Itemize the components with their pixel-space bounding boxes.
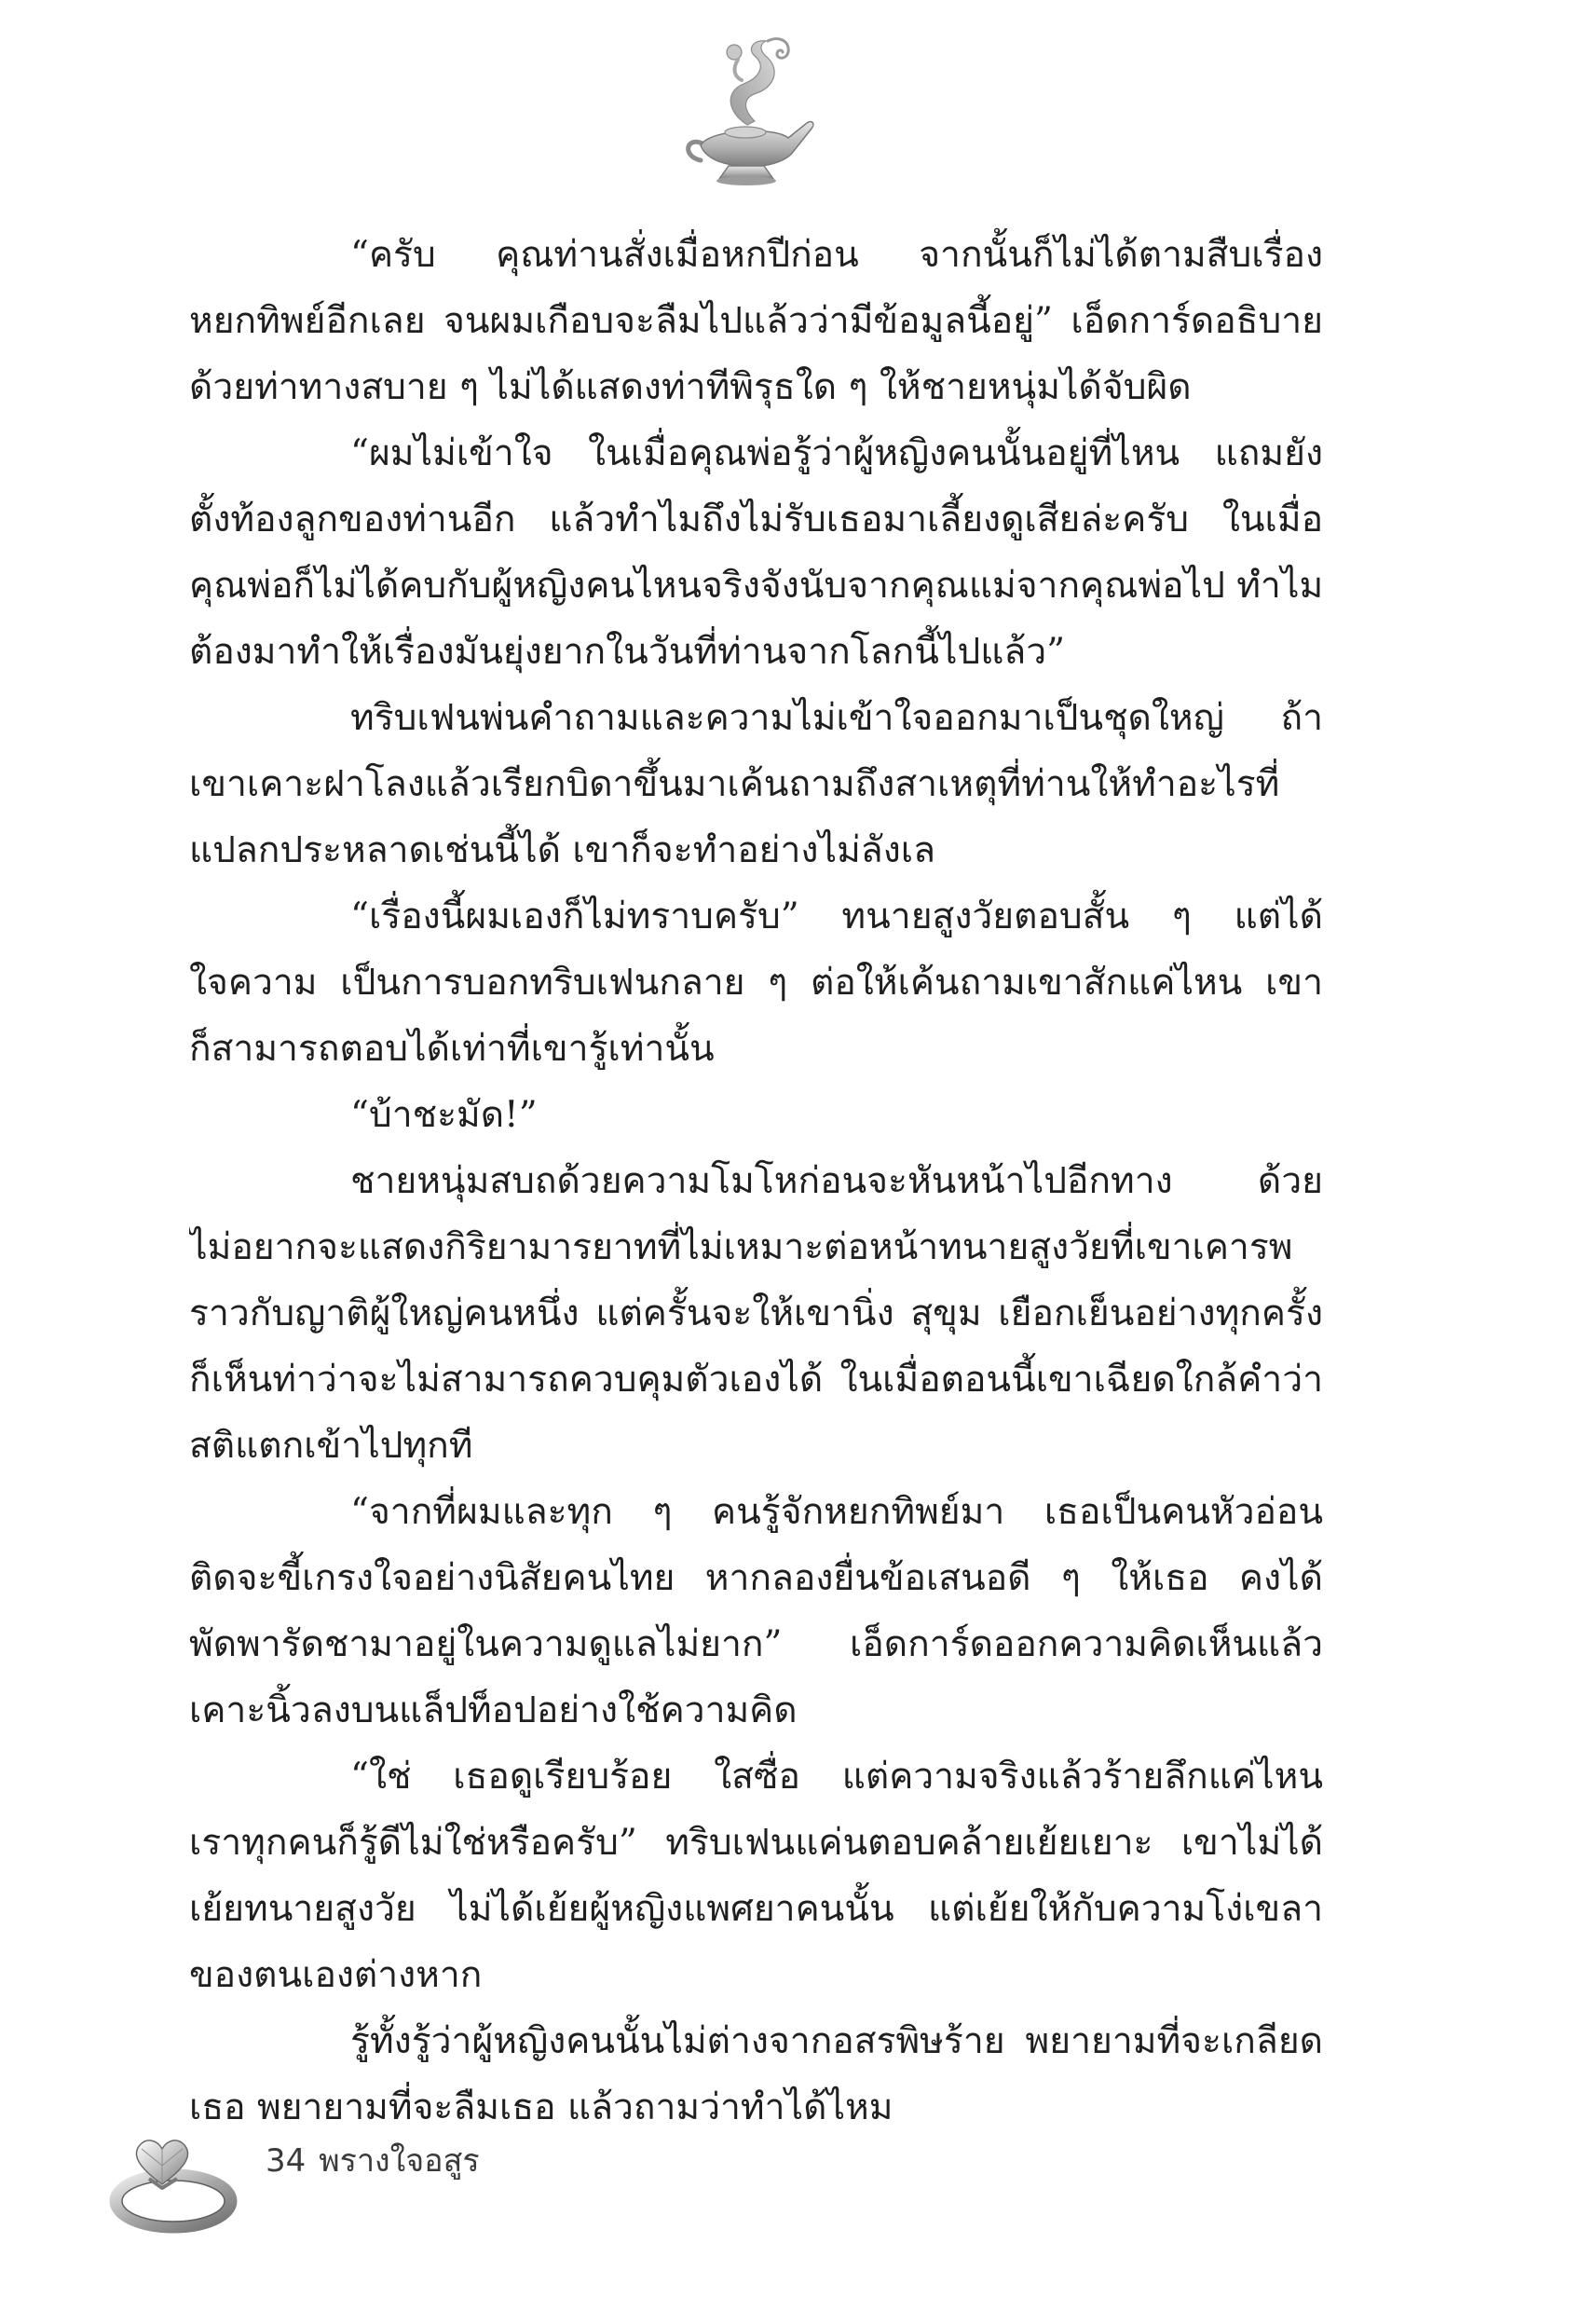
page-footer xyxy=(266,2138,480,2184)
text-line: “บ้าชะมัด!” xyxy=(350,1094,538,1136)
body-text xyxy=(189,222,1323,2140)
genie-head xyxy=(727,45,742,60)
text-line: “จากที่ผมและทุก ๆ คนรู้จักหยกทิพย์มา เธอเป็นคนหัวอ่อน xyxy=(350,1491,1323,1533)
text-line: “เรื่องนี้ผมเองก็ไม่ทราบครับ” ทนายสูงวัยตอบสั้น ๆ แต่ได้ xyxy=(350,896,1323,937)
text-line: ด้วยท่าทางสบาย ๆ ไม่ได้แสดงท่าทีพิรุธใด ๆ ให้ชายหนุ่มได้จับผิด xyxy=(189,366,1192,408)
paragraph xyxy=(189,420,1323,685)
text-line: ก็เห็นท่าว่าจะไม่สามารถควบคุมตัวเองได้ ในเมื่อตอนนี้เขาเฉียดใกล้คำว่า xyxy=(189,1359,1323,1401)
ring-band-inner xyxy=(122,2181,225,2222)
text-line: เคาะนิ้วลงบนแล็ปท็อปอย่างใช้ความคิด xyxy=(189,1689,798,1731)
text-line: แปลกประหลาดเช่นนี้ได้ เขาก็จะทำอย่างไม่ลังเล xyxy=(189,829,935,871)
text-line: รู้ทั้งรู้ว่าผู้หญิงคนนั้นไม่ต่างจากอสรพิษร้าย พยายามที่จะเกลียด xyxy=(350,2020,1323,2062)
genie-curl xyxy=(768,39,788,59)
paragraph xyxy=(189,2008,1323,2140)
text-line: คุณพ่อก็ไม่ได้คบกับผู้หญิงคนไหนจริงจังนับจากคุณแม่จากคุณพ่อไป ทำไม xyxy=(189,565,1323,607)
paragraph xyxy=(189,222,1323,420)
book-title: พรางใจอสูร xyxy=(319,2142,480,2180)
text-line: ไม่อยากจะแสดงกิริยามารยาทที่ไม่เหมาะต่อหน้าทนายสูงวัยที่เขาเคารพ xyxy=(189,1226,1293,1268)
lamp-lid xyxy=(725,127,766,138)
heart-ring-icon xyxy=(104,2126,242,2236)
paragraph xyxy=(189,883,1323,1082)
text-line: ตั้งท้องลูกของท่านอีก แล้วทำไมถึงไม่รับเธอมาเลี้ยงดูเสียล่ะครับ ในเมื่อ xyxy=(189,499,1323,540)
text-line: ชายหนุ่มสบถด้วยความโมโหก่อนจะหันหน้าไปอีกทาง ด้วย xyxy=(350,1160,1323,1202)
text-line: เธอ พยายามที่จะลืมเธอ แล้วถามว่าทำได้ไหม xyxy=(189,2086,893,2128)
genie-lamp-icon xyxy=(678,32,814,192)
text-line: ก็สามารถตอบได้เท่าที่เขารู้เท่านั้น xyxy=(189,1028,715,1070)
text-line: เย้ยทนายสูงวัย ไม่ได้เย้ยผู้หญิงแพศยาคนนั้น แต่เย้ยให้กับความโง่เขลา xyxy=(189,1888,1323,1930)
text-line: ราวกับญาติผู้ใหญ่คนหนึ่ง แต่ครั้นจะให้เขานิ่ง สุขุม เยือกเย็นอย่างทุกครั้ง xyxy=(189,1292,1323,1334)
text-line: ต้องมาทำให้เรื่องมันยุ่งยากในวันที่ท่านจากโลกนี้ไปแล้ว” xyxy=(189,631,1066,673)
text-line: สติแตกเข้าไปทุกที xyxy=(189,1425,473,1467)
text-line: “ใช่ เธอดูเรียบร้อย ใสซื่อ แต่ความจริงแล้วร้ายลึกแค่ไหน xyxy=(350,1756,1323,1798)
text-line: ทริบเฟนพ่นคำถามและความไม่เข้าใจออกมาเป็นชุดใหญ่ ถ้า xyxy=(350,697,1323,739)
text-line: “ครับ คุณท่านสั่งเมื่อหกปีก่อน จากนั้นก็ไม่ได้ตามสืบเรื่อง xyxy=(350,234,1323,276)
paragraph xyxy=(189,1744,1323,2008)
text-line: “ผมไม่เข้าใจ ในเมื่อคุณพ่อรู้ว่าผู้หญิงคนนั้นอยู่ที่ไหน แถมยัง xyxy=(350,432,1323,474)
genie-arm xyxy=(735,60,742,80)
paragraph xyxy=(189,1148,1323,1479)
text-line: ใจความ เป็นการบอกทริบเฟนกลาย ๆ ต่อให้เค้นถามเขาสักแค่ไหน เขา xyxy=(189,962,1323,1004)
text-line: เราทุกคนก็รู้ดีไม่ใช่หรือครับ” ทริบเฟนแค่นตอบคล้ายเย้ยเยาะ เขาไม่ได้ xyxy=(189,1822,1323,1864)
paragraph xyxy=(189,685,1323,883)
paragraph xyxy=(189,1082,1323,1148)
text-line: เขาเคาะฝาโลงแล้วเรียกบิดาขึ้นมาเค้นถามถึงสาเหตุที่ท่านให้ทำอะไรที่ xyxy=(189,763,1280,805)
text-line: พัดพารัดชามาอยู่ในความดูแลไม่ยาก” เอ็ดการ์ดออกความคิดเห็นแล้ว xyxy=(189,1623,1323,1665)
lamp-foot xyxy=(716,176,776,185)
text-line: ของตนเองต่างหาก xyxy=(189,1954,483,1996)
text-line: ติดจะขี้เกรงใจอย่างนิสัยคนไทย หากลองยื่นข้อเสนอดี ๆ ให้เธอ คงได้ xyxy=(189,1557,1323,1599)
page-number: 34 xyxy=(266,2142,307,2180)
paragraph xyxy=(189,1479,1323,1744)
text-line: หยกทิพย์อีกเลย จนผมเกือบจะลืมไปแล้วว่ามีข้อมูลนี้อยู่” เอ็ดการ์ดอธิบาย xyxy=(189,300,1323,342)
